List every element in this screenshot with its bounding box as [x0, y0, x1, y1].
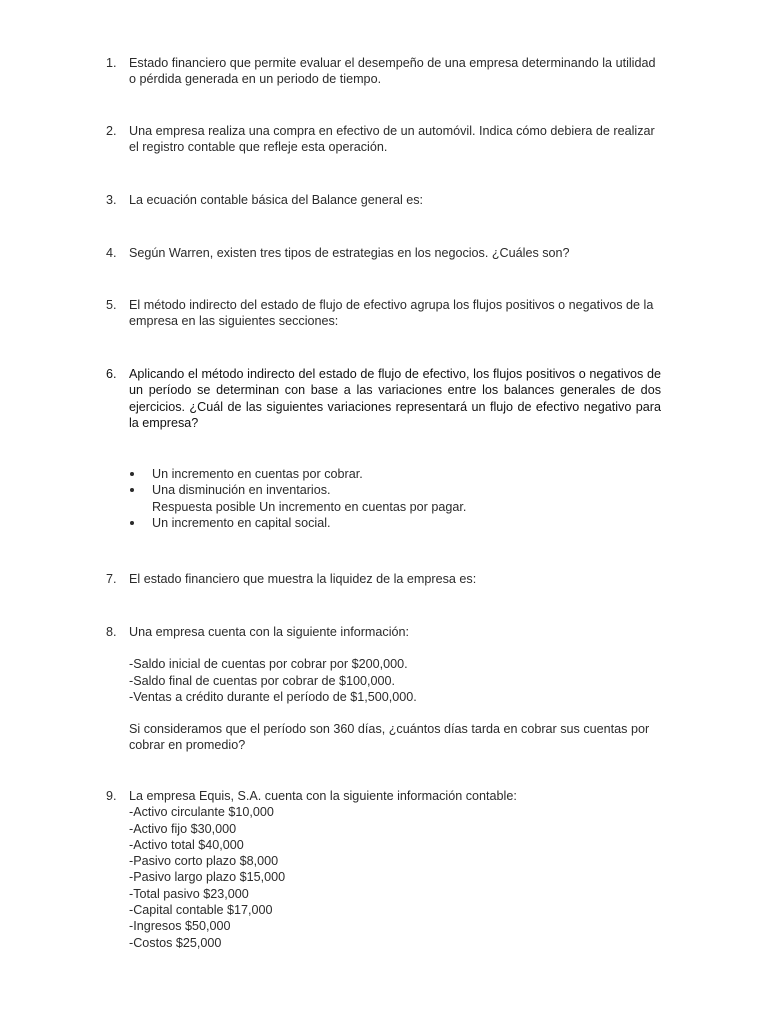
bullet-icon: [130, 521, 134, 525]
question-line: empresa en las siguientes secciones:: [129, 314, 339, 329]
option-item: [128, 466, 688, 482]
bullet-icon: [130, 472, 134, 476]
data-line: -Ventas a crédito durante el período de $1,500,000.: [129, 689, 417, 704]
answer-note: Respuesta posible Un incremento en cuentas por pagar.: [152, 499, 467, 514]
question-line: La ecuación contable básica del Balance general es:: [129, 193, 424, 207]
question-text: [129, 245, 661, 261]
question-number: 4.: [106, 246, 117, 260]
question-number: 7.: [106, 572, 117, 586]
data-line: -Capital contable $17,000: [129, 903, 273, 918]
data-line: -Ingresos $50,000: [129, 919, 231, 934]
option-item: [128, 482, 688, 515]
question-text: [129, 123, 661, 156]
question-number: 8.: [106, 625, 117, 639]
question-number: 6.: [106, 367, 117, 381]
question-number: 1.: [106, 56, 117, 70]
question-text: [129, 297, 661, 330]
question-line: El método indirecto del estado de flujo de efectivo agrupa los flujos positivos o negativos de la: [129, 298, 654, 312]
data-line: -Total pasivo $23,000: [129, 886, 249, 901]
question-line: Según Warren, existen tres tipos de estrategias en los negocios. ¿Cuáles son?: [129, 246, 570, 260]
bullet-icon: [130, 488, 134, 492]
data-line: -Activo fijo $30,000: [129, 821, 237, 836]
data-line: -Saldo inicial de cuentas por cobrar por $200,000.: [129, 657, 408, 672]
question-line: Estado financiero que permite evaluar el desempeño de una empresa determinando la utilidad: [129, 56, 656, 70]
question-paragraph: Aplicando el método indirecto del estado de flujo de efectivo, los flujos positivos o negativos de un período se determinan con base a las variaciones entre los balances generales de dos ejercicios. ¿Cuál de las siguientes variaciones representará un flujo de efectivo negativo para la empresa?: [129, 367, 661, 430]
data-line: -Costos $25,000: [129, 935, 222, 950]
question-intro: Una empresa cuenta con la siguiente información:: [129, 625, 410, 639]
answer-options: [128, 466, 688, 531]
question-number: 9.: [106, 789, 117, 803]
option-label: Una disminución en inventarios.: [152, 483, 331, 498]
question-line: Si consideramos que el período son 360 días, ¿cuántos días tarda en cobrar sus cuentas por: [129, 722, 650, 737]
question-line: el registro contable que refleje esta operación.: [129, 140, 388, 155]
question-line: o pérdida generada en un periodo de tiempo.: [129, 72, 382, 87]
question-line: El estado financiero que muestra la liquidez de la empresa es:: [129, 572, 477, 586]
question-line: Una empresa realiza una compra en efectivo de un automóvil. Indica cómo debiera de realizar: [129, 124, 655, 138]
question-intro: La empresa Equis, S.A. cuenta con la siguiente información contable:: [129, 789, 517, 803]
data-line: -Saldo final de cuentas por cobrar de $100,000.: [129, 673, 396, 688]
option-label: Un incremento en capital social.: [152, 515, 331, 530]
question-text: [129, 624, 661, 754]
option-label: Un incremento en cuentas por cobrar.: [152, 467, 363, 481]
data-line: -Activo total $40,000: [129, 837, 244, 852]
data-line: -Activo circulante $10,000: [129, 805, 274, 820]
question-text: [129, 571, 661, 587]
option-item: [128, 515, 688, 531]
question-text: [129, 366, 661, 431]
question-number: 3.: [106, 193, 117, 207]
data-line: -Pasivo largo plazo $15,000: [129, 870, 286, 885]
question-number: 5.: [106, 298, 117, 312]
question-number: 2.: [106, 124, 117, 138]
question-line: cobrar en promedio?: [129, 738, 246, 753]
question-text: [129, 55, 661, 88]
data-line: -Pasivo corto plazo $8,000: [129, 854, 279, 869]
question-text: [129, 192, 661, 208]
question-text: [129, 788, 661, 951]
